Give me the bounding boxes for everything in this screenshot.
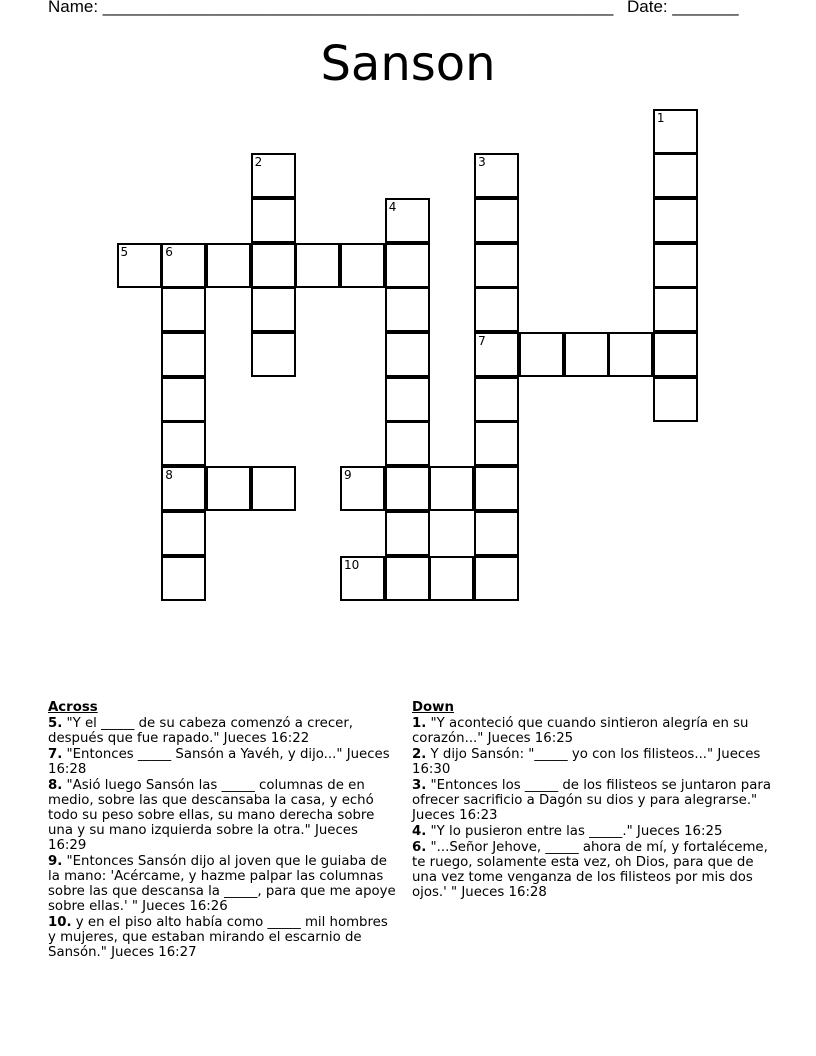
grid-cell[interactable] xyxy=(206,466,251,511)
grid-cell[interactable] xyxy=(429,466,474,511)
grid-cell[interactable] xyxy=(653,377,698,422)
clue-number-label: 2. xyxy=(412,747,427,762)
grid-cell[interactable] xyxy=(251,466,296,511)
across-clue xyxy=(48,747,398,777)
clue-number-label: 5. xyxy=(48,716,63,731)
grid-cell[interactable] xyxy=(385,287,430,332)
clue-number: 8 xyxy=(165,468,173,483)
grid-cell[interactable] xyxy=(564,332,609,377)
clue-text: "...Señor Jehove, _____ ahora de mí, y fortaléceme, te ruego, solamente esta vez, oh Dios, para que de una vez tome venganza de los filisteos por mis dos ojos.' " Jueces 16:28 xyxy=(412,840,768,900)
grid-cell[interactable] xyxy=(340,466,385,511)
clue-text: y en el piso alto había como _____ mil hombres y mujeres, que estaban mirando el escarnio de Sansón." Jueces 16:27 xyxy=(48,915,388,960)
grid-cell[interactable] xyxy=(251,243,296,288)
grid-cell[interactable] xyxy=(385,377,430,422)
grid-cell[interactable] xyxy=(653,198,698,243)
grid-cell[interactable] xyxy=(385,556,430,601)
grid-cell[interactable] xyxy=(340,556,385,601)
down-clue xyxy=(412,747,772,777)
clue-text: "Y lo pusieron entre las _____." Jueces 16:25 xyxy=(426,824,723,839)
clue-text: "Y el _____ de su cabeza comenzó a crecer, después que fue rapado." Jueces 16:22 xyxy=(48,716,354,746)
grid-cell[interactable] xyxy=(429,556,474,601)
across-clue-list xyxy=(48,716,398,960)
clue-number: 10 xyxy=(344,557,360,572)
grid-cell[interactable] xyxy=(653,287,698,332)
grid-cell[interactable] xyxy=(385,198,430,243)
clue-text: "Asió luego Sansón las _____ columnas de en medio, sobre las que descansaba la casa, y echó todo su peso sobre ellas, su mano derecha sobre una y su mano izquierda sobre la otra." Jueces 16:29 xyxy=(48,778,375,853)
clue-text: "Entonces _____ Sansón a Yavéh, y dijo..." Jueces 16:28 xyxy=(48,747,390,777)
down-clue-list xyxy=(412,716,772,900)
grid-cell[interactable] xyxy=(653,243,698,288)
grid-cell[interactable] xyxy=(653,332,698,377)
grid-cell[interactable] xyxy=(385,332,430,377)
down-clues xyxy=(412,700,772,901)
grid-cell[interactable] xyxy=(251,287,296,332)
grid-cell[interactable] xyxy=(161,421,206,466)
clue-number-label: 7. xyxy=(48,747,63,762)
clue-number-label: 4. xyxy=(412,824,427,839)
grid-cell[interactable] xyxy=(161,511,206,556)
across-clue xyxy=(48,854,398,914)
clue-number-label: 3. xyxy=(412,778,427,793)
grid-cell[interactable] xyxy=(474,511,519,556)
clue-number-label: 8. xyxy=(48,778,63,793)
across-clue xyxy=(48,915,398,960)
clue-number: 9 xyxy=(344,468,352,483)
grid-cell[interactable] xyxy=(519,332,564,377)
down-clue xyxy=(412,716,772,746)
grid-cell[interactable] xyxy=(474,556,519,601)
across-clue xyxy=(48,716,398,746)
across-clues xyxy=(48,700,398,961)
grid-cell[interactable] xyxy=(474,198,519,243)
grid-cell[interactable] xyxy=(251,153,296,198)
grid-cell[interactable] xyxy=(161,287,206,332)
name-field-label: Name: ______________________________________________________ xyxy=(48,0,614,16)
down-heading: Down xyxy=(412,700,454,715)
clue-number-label: 1. xyxy=(412,716,427,731)
grid-cell[interactable] xyxy=(474,287,519,332)
grid-cell[interactable] xyxy=(161,332,206,377)
grid-cell[interactable] xyxy=(474,466,519,511)
date-field-label: Date: _______ xyxy=(627,0,739,16)
clue-number: 3 xyxy=(478,155,486,170)
across-clue xyxy=(48,778,398,853)
grid-cell[interactable] xyxy=(385,243,430,288)
grid-cell[interactable] xyxy=(161,466,206,511)
clue-text: "Entonces Sansón dijo al joven que le guiaba de la mano: 'Acércame, y hazme palpar las columnas sobre las que descansa la _____, para que me apoye sobre ellas.' " Jueces 16:26 xyxy=(48,854,396,914)
clue-text: "Y aconteció que cuando sintieron alegría en su corazón..." Jueces 16:25 xyxy=(412,716,749,746)
grid-cell[interactable] xyxy=(251,198,296,243)
grid-cell[interactable] xyxy=(161,556,206,601)
clue-text: "Entonces los _____ de los filisteos se juntaron para ofrecer sacrificio a Dagón su dios y para alegrarse." Jueces 16:23 xyxy=(412,778,771,823)
grid-cell[interactable] xyxy=(161,377,206,422)
grid-cell[interactable] xyxy=(385,466,430,511)
grid-cell[interactable] xyxy=(295,243,340,288)
grid-cell[interactable] xyxy=(653,109,698,154)
clue-number-label: 10. xyxy=(48,915,72,930)
clue-number: 7 xyxy=(478,334,486,348)
clue-number: 1 xyxy=(656,110,665,125)
across-heading: Across xyxy=(48,700,98,715)
clue-number: 5 xyxy=(120,244,129,259)
clue-number: 6 xyxy=(165,244,173,259)
grid-cell[interactable] xyxy=(206,243,251,288)
grid-cell[interactable] xyxy=(608,332,653,377)
grid-cell[interactable] xyxy=(474,421,519,466)
down-clue xyxy=(412,840,772,900)
grid-cell[interactable] xyxy=(161,243,206,288)
grid-cell[interactable] xyxy=(385,421,430,466)
down-clue xyxy=(412,824,772,839)
clue-text: Y dijo Sansón: "_____ yo con los filisteos..." Jueces 16:30 xyxy=(412,747,761,777)
clue-number-label: 9. xyxy=(48,854,63,869)
grid-cell[interactable] xyxy=(251,332,296,377)
clue-number: 4 xyxy=(388,199,397,214)
clue-number: 2 xyxy=(254,155,263,170)
grid-cell[interactable] xyxy=(474,377,519,422)
grid-cell[interactable] xyxy=(653,153,698,198)
grid-cell[interactable] xyxy=(385,511,430,556)
grid-cell[interactable] xyxy=(474,153,519,198)
grid-cell[interactable] xyxy=(474,332,519,377)
page-title: Sanson xyxy=(320,36,496,92)
grid-cell[interactable] xyxy=(474,243,519,288)
grid-cell[interactable] xyxy=(117,243,162,288)
clue-number-label: 6. xyxy=(412,840,427,855)
grid-cell[interactable] xyxy=(340,243,385,288)
down-clue xyxy=(412,778,772,823)
